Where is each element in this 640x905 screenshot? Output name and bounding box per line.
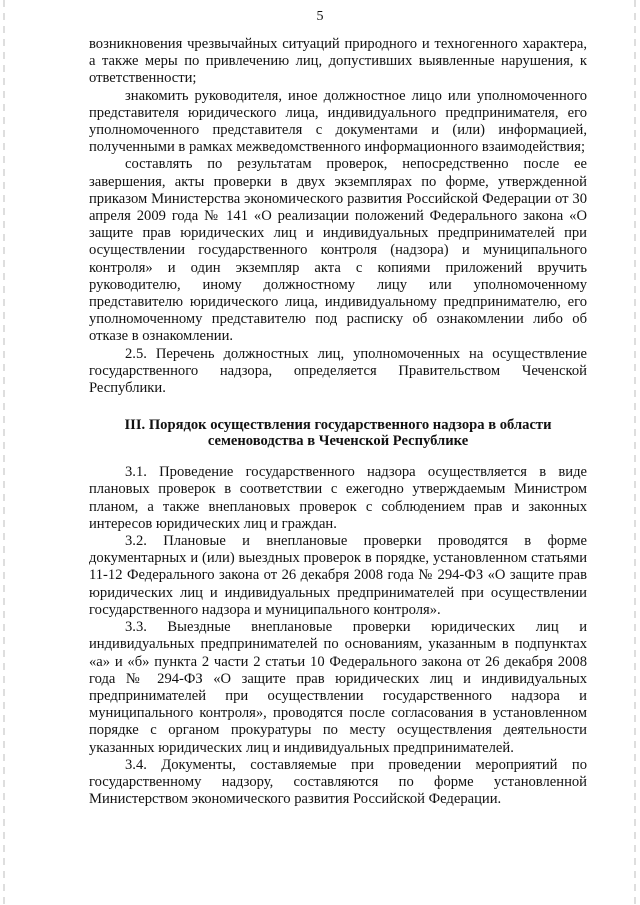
paragraph: 3.2. Плановые и внеплановые проверки проводятся в форме документарных и (или) выездных проверок в порядке, установленном статьями 11-12 Федерального закона от 26 декабря 2008 года № 294-ФЗ «О защите прав юридических лиц и индивидуальных предпринимателей при осуществлении государственного надзора и муниципального контроля». <box>89 533 587 618</box>
page-number: 5 <box>316 9 324 24</box>
paragraph: знакомить руководителя, иное должностное лицо или уполномоченного представителя юридического лица, индивидуального предпринимателя, его уполномоченного представителя с документами и (или) информацией, полученными в рамках межведомственного информационного взаимодействия; <box>89 87 587 156</box>
paragraph: 2.5. Перечень должностных лиц, уполномоченных на осуществление государственного надзора, определяется Правительством Чеченской Республики. <box>89 345 587 397</box>
paragraph: 3.1. Проведение государственного надзора осуществляется в виде плановых проверок в соответствии с ежегодно утверждаемым Министром планом, а также внеплановых проверок с соблюдением прав и законных интересов юридических лиц и граждан. <box>89 464 587 532</box>
paragraph: составлять по результатам проверок, непосредственно после ее завершения, акты проверки в двух экземплярах по форме, утвержденной приказом Министерства экономического развития Российской Федерации от 30 апреля 2009 года № 141 «О реализации положений Федерального закона «О защите прав юридических лиц и индивидуальных предпринимателей при осуществлении государственного контроля (надзора) и муниципального контроля» и один экземпляр акта с копиями приложений вручить руководителю, иному должностному лицу или уполномоченному представителю юридического лица, индивидуальному предпринимателю, его уполномоченному представителю под расписку об ознакомлении либо об отказе в ознакомлении. <box>89 156 587 345</box>
section-heading: III. Порядок осуществления государственного надзора в области семеноводства в Чеченской Республике <box>124 417 552 450</box>
paragraph: 3.4. Документы, составляемые при проведении мероприятий по государственному надзору, составляются по форме установленной Министерством экономического развития Российской Федерации. <box>89 756 587 808</box>
scan-edge-right <box>634 0 636 905</box>
paragraph-continuation: возникновения чрезвычайных ситуаций природного и техногенного характера, а также меры по привлечению лиц, допустивших выявленные нарушения, к ответственности; <box>89 36 587 87</box>
document-body <box>89 36 587 808</box>
scan-edge-left <box>3 0 5 905</box>
paragraph: 3.3. Выездные внеплановые проверки юридических лиц и индивидуальных предпринимателей по основаниям, указанным в подпунктах «а» и «б» пункта 2 части 2 статьи 10 Федерального закона от 26 декабря 2008 года № 294-ФЗ «О защите прав юридических лиц и индивидуальных предпринимателей при осуществлении государственного надзора и муниципального контроля», проводятся после согласования в установленном порядке с органом прокуратуры по месту осуществления деятельности указанных юридических лиц и индивидуальных предпринимателей. <box>89 619 587 756</box>
